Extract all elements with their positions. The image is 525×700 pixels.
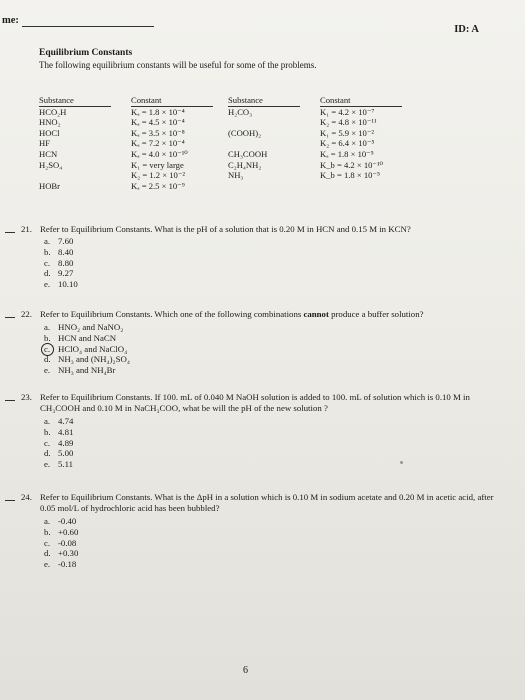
table-cell: HCO₂H <box>39 106 67 117</box>
table-cell <box>228 181 300 192</box>
answer-option[interactable] <box>44 527 78 538</box>
option-text: NH₃ and (NH₄)₂SO₄ <box>58 354 130 365</box>
answer-option[interactable] <box>44 333 130 344</box>
answer-option[interactable] <box>44 354 130 365</box>
option-letter: d. <box>44 548 51 559</box>
option-letter: b. <box>44 332 51 343</box>
table-cell: K₂ = 4.8 × 10⁻¹¹ <box>320 117 377 128</box>
table-cell: HCN <box>39 148 58 159</box>
table-cell: Kₐ = 4.0 × 10⁻¹⁰ <box>131 148 188 159</box>
answer-option[interactable] <box>44 247 78 258</box>
table-cell: (COOH)₂ <box>228 127 262 138</box>
answer-option[interactable] <box>44 236 78 247</box>
page-number: 6 <box>243 665 248 676</box>
option-text: 5.00 <box>58 448 74 459</box>
question-stem: Refer to Equilibrium Constants. Which one of the following combinations cannot produce a buffer solution? <box>40 309 424 319</box>
table-cell: Kₐ = 4.5 × 10⁻⁴ <box>131 117 185 128</box>
table-header: Constant <box>131 95 213 107</box>
option-letter: d. <box>44 268 51 279</box>
table-cell: Kₐ = 2.5 × 10⁻⁹ <box>131 180 185 191</box>
answer-blank[interactable] <box>5 317 15 318</box>
answer-option[interactable] <box>44 322 130 333</box>
question-number: 21. <box>21 224 32 234</box>
option-letter: c. <box>44 257 51 268</box>
table-cell: K₁ = 5.9 × 10⁻² <box>320 127 374 138</box>
answer-option[interactable] <box>44 459 73 470</box>
table-cell: K₂ = 1.2 × 10⁻² <box>131 170 185 181</box>
answer-option[interactable] <box>44 538 78 549</box>
table-cell: K_b = 4.2 × 10⁻¹⁰ <box>320 159 383 170</box>
option-letter: c. <box>44 537 51 548</box>
name-blank-line <box>22 26 154 27</box>
option-letter: c. <box>44 343 51 354</box>
table-cell: H₂CO₃ <box>228 106 253 117</box>
table-col-substance-1 <box>39 95 111 191</box>
option-letter: a. <box>44 516 51 526</box>
table-cell: HOCl <box>39 127 60 138</box>
option-text: -0.40 <box>58 516 77 526</box>
answer-option[interactable] <box>44 427 73 438</box>
question-number: 23. <box>21 392 32 402</box>
option-text: HNO₂ and NaNO₂ <box>58 322 124 332</box>
option-text: -0.08 <box>58 537 77 548</box>
table-cell: K₂ = 6.4 × 10⁻⁵ <box>320 138 375 149</box>
table-col-substance-2 <box>228 95 300 191</box>
answer-option[interactable] <box>44 258 78 269</box>
question-stem: Refer to Equilibrium Constants. What is the ΔpH in a solution which is 0.10 M in sodium acetate and 0.20 M in acetic acid, after 0.05 mol/L of hydrochloric acid has been bubbled? <box>40 492 494 513</box>
table-cell: Kₐ = 3.5 × 10⁻⁸ <box>131 127 185 138</box>
table-cell <box>228 117 300 128</box>
stray-mark <box>400 461 403 464</box>
question-stem: Refer to Equilibrium Constants. If 100. mL of 0.040 M NaOH solution is added to 100. mL of solution which is 0.10 M in CH₃COOH and 0.10 M in NaCH₃COO, what be will the pH of the new solution ? <box>40 392 470 413</box>
answer-blank[interactable] <box>5 400 15 401</box>
option-text: +0.30 <box>58 548 79 559</box>
option-text: 4.89 <box>58 437 74 448</box>
option-text: 8.40 <box>58 246 74 257</box>
table-header: Constant <box>320 95 402 107</box>
table-col-constant-2 <box>320 95 402 191</box>
option-letter: a. <box>44 236 51 246</box>
table-cell: CH₃COOH <box>228 148 268 159</box>
table-cell <box>320 181 402 192</box>
option-letter: e. <box>44 279 51 290</box>
answer-blank[interactable] <box>5 500 15 501</box>
section-title: Equilibrium Constants <box>39 48 133 58</box>
option-letter: a. <box>44 416 51 426</box>
emphasis-word: cannot <box>303 309 329 319</box>
answer-option[interactable] <box>44 279 78 290</box>
option-letter: b. <box>44 526 51 537</box>
option-letter: b. <box>44 246 51 257</box>
option-text: -0.18 <box>58 559 77 570</box>
table-col-constant-1 <box>131 95 213 191</box>
option-letter: b. <box>44 426 51 437</box>
answer-option[interactable] <box>44 365 130 376</box>
option-text: +0.60 <box>58 526 79 537</box>
table-cell: HNO₂ <box>39 117 61 128</box>
option-letter: c. <box>44 437 51 448</box>
option-text: 8.80 <box>58 257 74 268</box>
table-cell: K_b = 1.8 × 10⁻⁵ <box>320 170 380 181</box>
table-cell: NH₃ <box>228 170 244 181</box>
option-text: 4.74 <box>58 416 74 426</box>
answer-option[interactable] <box>44 438 73 449</box>
table-cell: K₁ = 4.2 × 10⁻⁷ <box>320 106 375 117</box>
id-label: ID: A <box>454 24 479 35</box>
options-list <box>44 236 78 290</box>
answer-option[interactable] <box>44 548 78 559</box>
table-cell <box>228 138 300 149</box>
table-cell <box>39 170 111 181</box>
options-list <box>44 516 78 570</box>
answer-option[interactable] <box>44 559 78 570</box>
table-cell: C₂H₄NH₂ <box>228 159 262 170</box>
options-list <box>44 416 73 470</box>
table-cell: Kₐ = 7.2 × 10⁻⁴ <box>131 138 185 149</box>
answer-option[interactable] <box>44 416 73 427</box>
option-text: 10.10 <box>58 279 78 290</box>
option-text: HClO₄ and NaClO₄ <box>58 343 128 354</box>
answer-option[interactable] <box>44 516 78 527</box>
table-cell: H₂SO₄ <box>39 159 63 170</box>
table-cell: HOBr <box>39 180 61 191</box>
option-letter: e. <box>44 559 51 570</box>
section-intro: The following equilibrium constants will be useful for some of the problems. <box>39 60 317 70</box>
answer-option[interactable] <box>44 344 130 355</box>
question-stem: Refer to Equilibrium Constants. What is the pH of a solution that is 0.20 M in HCN and 0.15 M in KCN? <box>40 224 411 234</box>
table-header: Substance <box>228 95 300 107</box>
question-number: 22. <box>21 309 32 319</box>
answer-blank[interactable] <box>5 232 15 233</box>
option-text: 9.27 <box>58 268 74 279</box>
option-letter: a. <box>44 322 51 332</box>
question-number: 24. <box>21 492 32 502</box>
table-cell: Kₐ = 1.8 × 10⁻⁴ <box>131 106 185 117</box>
option-letter: d. <box>44 448 51 459</box>
table-header: Substance <box>39 95 111 107</box>
options-list <box>44 322 130 376</box>
option-text: 4.81 <box>58 426 74 437</box>
option-text: HCN and NaCN <box>58 332 117 343</box>
option-text: 7.60 <box>58 236 74 246</box>
table-cell: HF <box>39 138 50 149</box>
option-letter: d. <box>44 354 51 365</box>
table-cell: Kₐ = 1.8 × 10⁻⁵ <box>320 148 374 159</box>
option-letter: e. <box>44 459 51 470</box>
answer-option[interactable] <box>44 448 73 459</box>
name-label: me: <box>2 15 19 26</box>
option-text: NH₃ and NH₄Br <box>58 365 116 376</box>
table-cell: K₁ = very large <box>131 159 184 170</box>
option-letter: e. <box>44 365 51 376</box>
option-text: 5.11 <box>58 459 74 470</box>
answer-option[interactable] <box>44 268 78 279</box>
